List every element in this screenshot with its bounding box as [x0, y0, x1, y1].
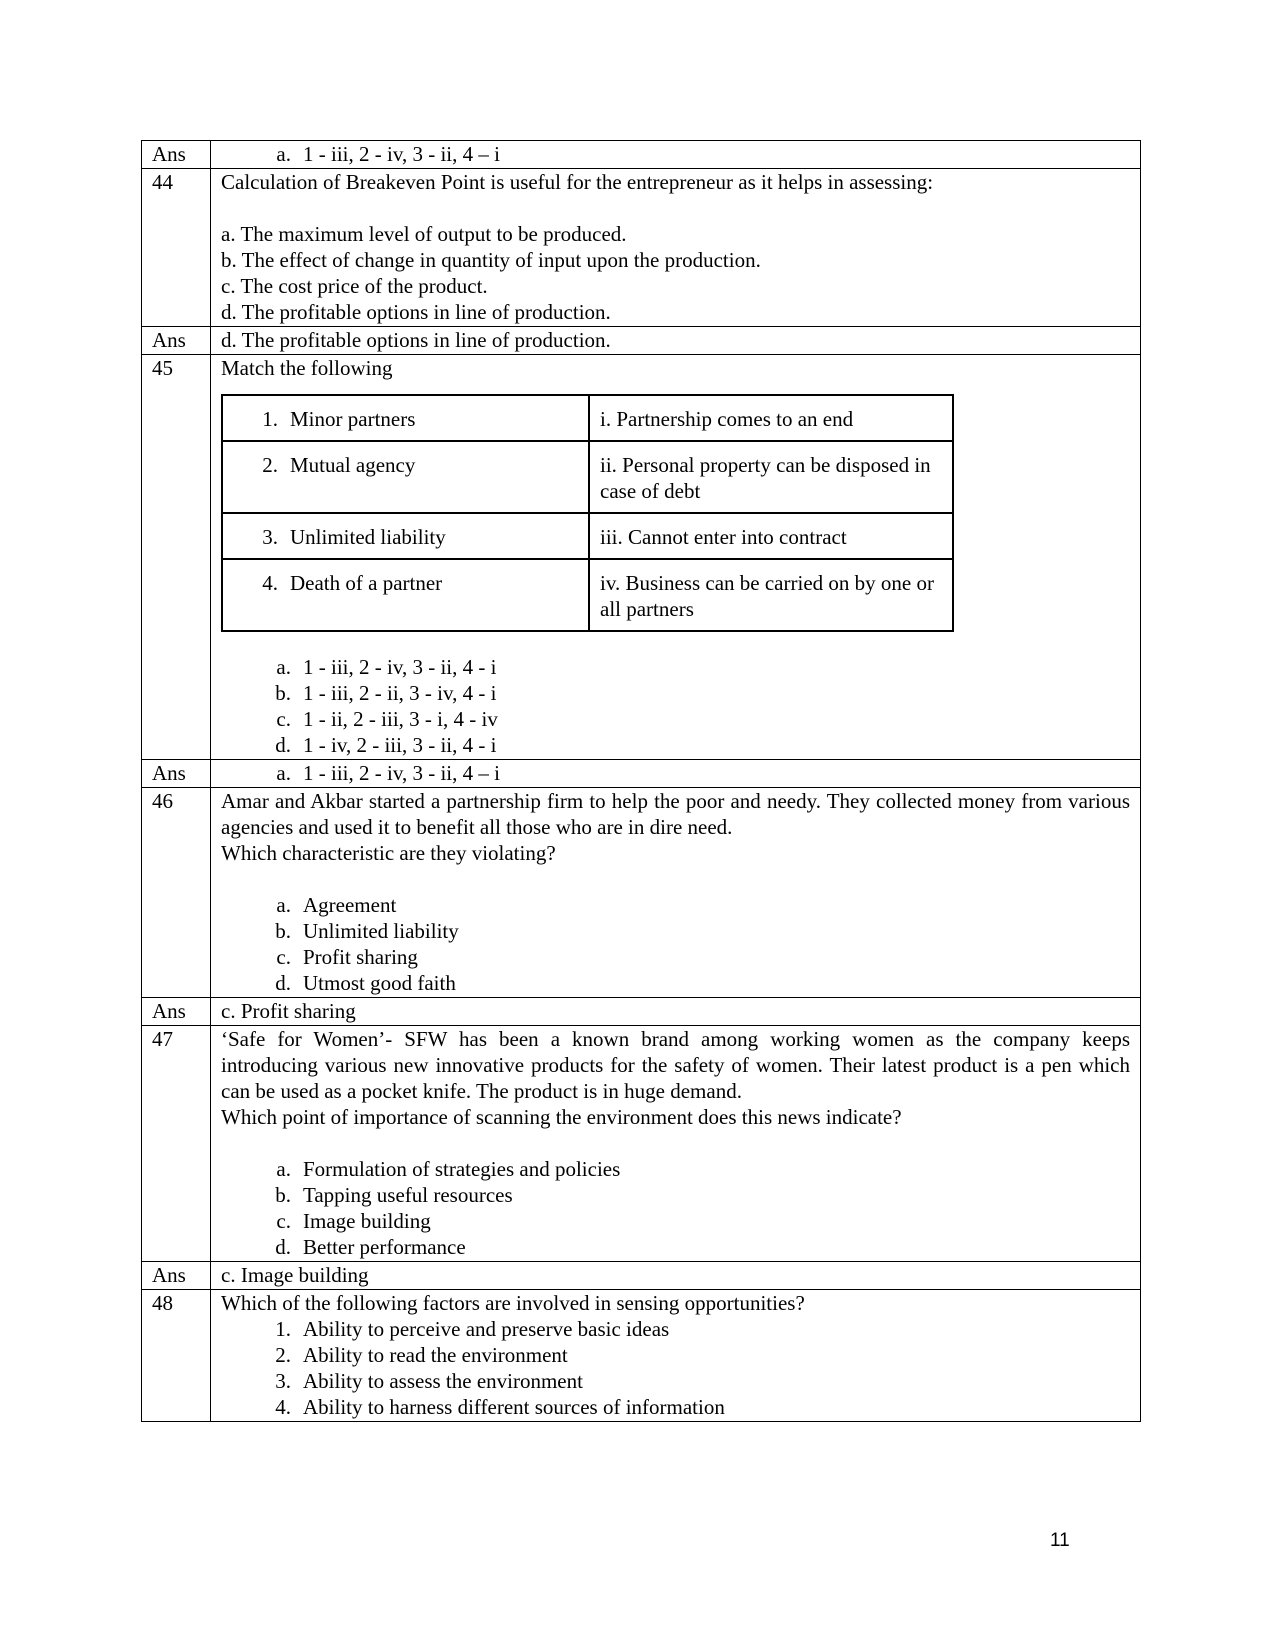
question-number: 45	[142, 355, 211, 760]
question-cell	[211, 1026, 1141, 1262]
row-label: Ans	[142, 1262, 211, 1290]
answer-text: 1 - iii, 2 - iv, 3 - ii, 4 – i	[303, 142, 500, 166]
page-number: 11	[1050, 1530, 1070, 1551]
question-table	[141, 140, 1141, 1422]
question-number: 47	[142, 1026, 211, 1262]
question-text: Which point of importance of scanning the environment does this news indicate?	[221, 1105, 902, 1129]
answer-row-45	[142, 760, 1141, 788]
match-row	[222, 559, 953, 631]
match-row	[222, 395, 953, 441]
match-row	[222, 513, 953, 559]
option: b. Unlimited liability	[275, 919, 459, 943]
option: 4. Ability to harness different sources of information	[275, 1395, 725, 1419]
option-letter: a.	[276, 761, 291, 785]
option: d. Utmost good faith	[275, 971, 456, 995]
option: c. Image building	[276, 1209, 431, 1233]
match-left: 2. Mutual agency	[222, 441, 589, 513]
answer-row-46	[142, 998, 1141, 1026]
question-number: 48	[142, 1290, 211, 1422]
answer-cell	[211, 141, 1141, 169]
match-left: 3. Unlimited liability	[222, 513, 589, 559]
answer-text: 1 - iii, 2 - iv, 3 - ii, 4 – i	[303, 761, 500, 785]
question-text: Which of the following factors are involved in sensing opportunities?	[221, 1291, 805, 1315]
option-letter: a.	[276, 142, 291, 166]
option: d. 1 - iv, 2 - iii, 3 - ii, 4 - i	[275, 733, 497, 757]
answer-text: d. The profitable options in line of production.	[211, 327, 1141, 355]
match-row	[222, 441, 953, 513]
answer-row-44	[142, 327, 1141, 355]
answer-text: c. Image building	[211, 1262, 1141, 1290]
question-cell	[211, 169, 1141, 327]
option: b. Tapping useful resources	[275, 1183, 513, 1207]
answer-cell	[211, 760, 1141, 788]
question-row-48	[142, 1290, 1141, 1422]
option: a. Formulation of strategies and policies	[276, 1157, 621, 1181]
match-right: i. Partnership comes to an end	[589, 395, 953, 441]
question-text: Which characteristic are they violating?	[221, 841, 556, 865]
question-number: 46	[142, 788, 211, 998]
option: c. 1 - ii, 2 - iii, 3 - i, 4 - iv	[276, 707, 498, 731]
question-text: Calculation of Breakeven Point is useful for the entrepreneur as it helps in assessing:	[221, 170, 934, 194]
option: b. 1 - iii, 2 - ii, 3 - iv, 4 - i	[275, 681, 497, 705]
option: d. Better performance	[275, 1235, 466, 1259]
option: 2. Ability to read the environment	[275, 1343, 568, 1367]
option: a. The maximum level of output to be produced.	[221, 222, 627, 246]
row-label: Ans	[142, 760, 211, 788]
question-cell	[211, 355, 1141, 760]
row-label: Ans	[142, 998, 211, 1026]
match-right: ii. Personal property can be disposed in case of debt	[589, 441, 953, 513]
option: d. The profitable options in line of production.	[221, 300, 611, 324]
question-cell	[211, 1290, 1141, 1422]
option: 3. Ability to assess the environment	[275, 1369, 583, 1393]
question-text: Match the following	[221, 356, 393, 380]
match-right: iii. Cannot enter into contract	[589, 513, 953, 559]
question-row-44	[142, 169, 1141, 327]
question-row-45	[142, 355, 1141, 760]
question-row-46	[142, 788, 1141, 998]
match-left: 1. Minor partners	[222, 395, 589, 441]
match-left: 4. Death of a partner	[222, 559, 589, 631]
row-label: Ans	[142, 327, 211, 355]
question-row-47	[142, 1026, 1141, 1262]
match-table	[221, 394, 954, 632]
option: 1. Ability to perceive and preserve basic ideas	[275, 1317, 670, 1341]
row-label: Ans	[142, 141, 211, 169]
answer-text: c. Profit sharing	[211, 998, 1141, 1026]
option: a. Agreement	[276, 893, 397, 917]
question-number: 44	[142, 169, 211, 327]
match-right: iv. Business can be carried on by one or all partners	[589, 559, 953, 631]
answer-row	[142, 141, 1141, 169]
question-text: ‘Safe for Women’- SFW has been a known brand among working women as the company keeps introducing various new innovative products for the safety of women. Their latest product is a pen which can be used as a pocket knife. The product is in huge demand.	[221, 1027, 1130, 1103]
option: b. The effect of change in quantity of input upon the production.	[221, 248, 761, 272]
answer-row-47	[142, 1262, 1141, 1290]
option: c. The cost price of the product.	[221, 274, 488, 298]
option: c. Profit sharing	[276, 945, 418, 969]
question-text: Amar and Akbar started a partnership firm to help the poor and needy. They collected money from various agencies and used it to benefit all those who are in dire need.	[221, 789, 1130, 839]
question-cell	[211, 788, 1141, 998]
option: a. 1 - iii, 2 - iv, 3 - ii, 4 - i	[276, 655, 497, 679]
